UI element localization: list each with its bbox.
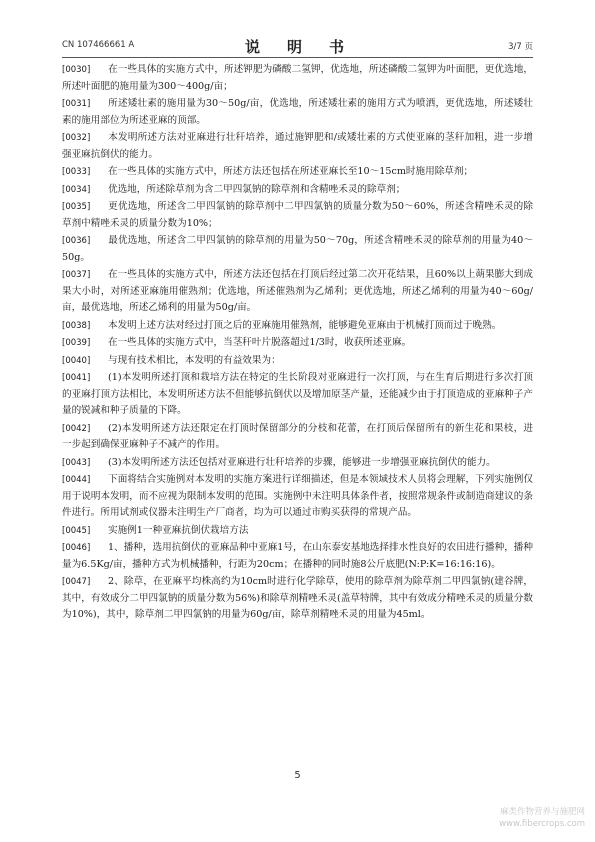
paragraph [62, 182, 533, 199]
paragraph-text: 在一些具体的实施方式中，当茎秆叶片脱落超过1/3时，收获所述亚麻。 [108, 337, 412, 348]
paragraph-text: 实施例1一种亚麻抗倒伏栽培方法 [108, 524, 249, 536]
paragraph [62, 130, 533, 163]
paragraph-text: 在一些具体的实施方式中，所述方法还包括在所述亚麻长至10～15cm时施用除草剂； [108, 166, 474, 177]
paragraph-text: 1、播种，选用抗倒伏的亚麻品种中亚麻1号，在山东泰安基地选择排水性良好的农田进行播种，播种量为6.5Kg/亩，播种方式为机械播种，行距为20cm；在播种的同时施8公斤底肥(N:P:K=16:16:16)。 [62, 542, 533, 570]
paragraph-number: [0039] [62, 338, 91, 348]
paragraph [62, 421, 533, 454]
paragraph [62, 455, 533, 472]
site-watermark [499, 806, 585, 830]
paragraph [62, 472, 533, 522]
page-label: 3/7 页 [508, 42, 533, 52]
paragraph-text: 更优选地，所述含二甲四氯钠的除草剂中二甲四氯钠的质量分数为50～60%，所述含精唑禾灵的除草剂中精唑禾灵的质量分数为10%； [62, 201, 533, 229]
paragraph-text: 在一些具体的实施方式中，所述方法还包括在打顶后经过第二次开花结果，且60%以上蒴果膨大到成果大小时，对所述亚麻施用催熟剂；优选地，所述催熟剂为乙烯利；更优选地，所述乙烯利的用量为40～60g/亩，最优选地，所述乙烯利的用量为50g/亩。 [62, 269, 533, 313]
page-number: 5 [294, 770, 301, 781]
watermark-url: www.fibercrops.com [499, 819, 585, 829]
paragraph-number: [0042] [62, 423, 91, 434]
paragraph [62, 353, 533, 370]
patent-number: CN 107466661 A [62, 40, 135, 50]
paragraph-text: 优选地，所述除草剂为含二甲四氯钠的除草剂和含精唑禾灵的除草剂； [108, 183, 406, 195]
paragraph-text: 在一些具体的实施方式中，所述钾肥为磷酸二氢钾，优选地，所述磷酸二氢钾为叶面肥，更优选地，所述叶面肥的施用量为300～400g/亩； [62, 64, 533, 92]
paragraph-number: [0044] [62, 475, 91, 485]
paragraph-number: [0037] [62, 270, 91, 280]
paragraph-text: 2、除草，在亚麻平均株高约为10cm时进行化学除草，使用的除草剂为除草剂二甲四氯钠(建谷牌，其中，有效成分二甲四氯钠的质量分数为56%)和除草剂精唑禾灵(盖草特牌，其中有效成分精唑禾灵的质量分数为10%)，其中，除草剂二甲四氯钠的用量为60g/亩，除草剂精唑禾灵的用量为45ml。 [62, 576, 533, 620]
header-rule [62, 57, 533, 58]
paragraph-number: [0038] [62, 320, 91, 331]
paragraph [62, 370, 533, 420]
page-header [62, 36, 533, 56]
paragraph-number: [0032] [62, 133, 91, 143]
paragraph [62, 164, 533, 181]
paragraph-text: (1)本发明所述打顶和栽培方法在特定的生长阶段对亚麻进行一次打顶，与在生育后期进行多次打顶的亚麻打顶方法相比，本发明所述方法不但能够抗倒伏以及增加原茎产量，还能减少由于打顶造成的亚麻种子产量的锐减和种子质量的下降。 [62, 372, 533, 416]
paragraph-text: 本发明所述方法对亚麻进行壮秆培养，通过施钾肥和/或矮壮素的方式使亚麻的茎秆加粗，进一步增强亚麻抗倒伏的能力。 [62, 132, 533, 160]
watermark-name: 麻类作物营养与施肥网 [499, 807, 585, 817]
paragraph-number: [0036] [62, 236, 91, 246]
paragraph-text: 本发明上述方法对经过打顶之后的亚麻施用催熟剂，能够避免亚麻由于机械打顶而过于晚熟。 [108, 319, 502, 331]
paragraph [62, 233, 533, 266]
paragraph-number: [0040] [62, 355, 91, 366]
paragraph [62, 574, 533, 624]
paragraph-number: [0041] [62, 373, 91, 383]
paragraph-number: [0046] [62, 543, 91, 553]
paragraph-number: [0043] [62, 457, 91, 468]
paragraph-number: [0047] [62, 577, 91, 587]
document-body [62, 62, 533, 625]
paragraph-number: [0030] [62, 65, 91, 75]
paragraph-text: 与现有技术相比，本发明的有益效果为： [108, 354, 281, 366]
paragraph-number: [0033] [62, 167, 91, 177]
paragraph [62, 199, 533, 232]
paragraph-number: [0034] [62, 184, 91, 195]
paragraph-text: (3)本发明所述方法还包括对亚麻进行壮秆培养的步骤，能够进一步增强亚麻抗倒伏的能力。 [108, 456, 496, 468]
paragraph-number: [0031] [62, 99, 91, 109]
paragraph-text: 所述矮壮素的施用量为30～50g/亩，优选地，所述矮壮素的施用方式为喷洒，更优选地，所述矮壮素的施用部位为所述亚麻的顶部。 [62, 98, 533, 126]
paragraph [62, 96, 533, 129]
paragraph-text: (2)本发明所述方法还限定在打顶时保留部分的分枝和花蕾，在打顶后保留所有的新生花和果枝，进一步起到确保亚麻种子不减产的作用。 [62, 422, 533, 450]
paragraph-text: 下面将结合实施例对本发明的实施方案进行详细描述，但是本领域技术人员将会理解，下列实施例仅用于说明本发明，而不应视为限制本发明的范围。实施例中未注明具体条件者，按照常规条件或制造商建议的条件进行。所用试剂或仪器未注明生产厂商者，均为可以通过市购买获得的常规产品。 [62, 474, 533, 518]
paragraph [62, 523, 533, 540]
paragraph [62, 62, 533, 95]
paragraph-number: [0035] [62, 202, 91, 212]
paragraph [62, 335, 533, 352]
paragraph [62, 540, 533, 573]
paragraph [62, 267, 533, 317]
paragraph-number: [0045] [62, 525, 91, 536]
paragraph-text: 最优选地，所述含二甲四氯钠的除草剂的用量为50～70g，所述含精唑禾灵的除草剂的用量为40～50g。 [62, 235, 533, 263]
paragraph [62, 318, 533, 335]
document-title: 说 明 书 [244, 38, 350, 56]
